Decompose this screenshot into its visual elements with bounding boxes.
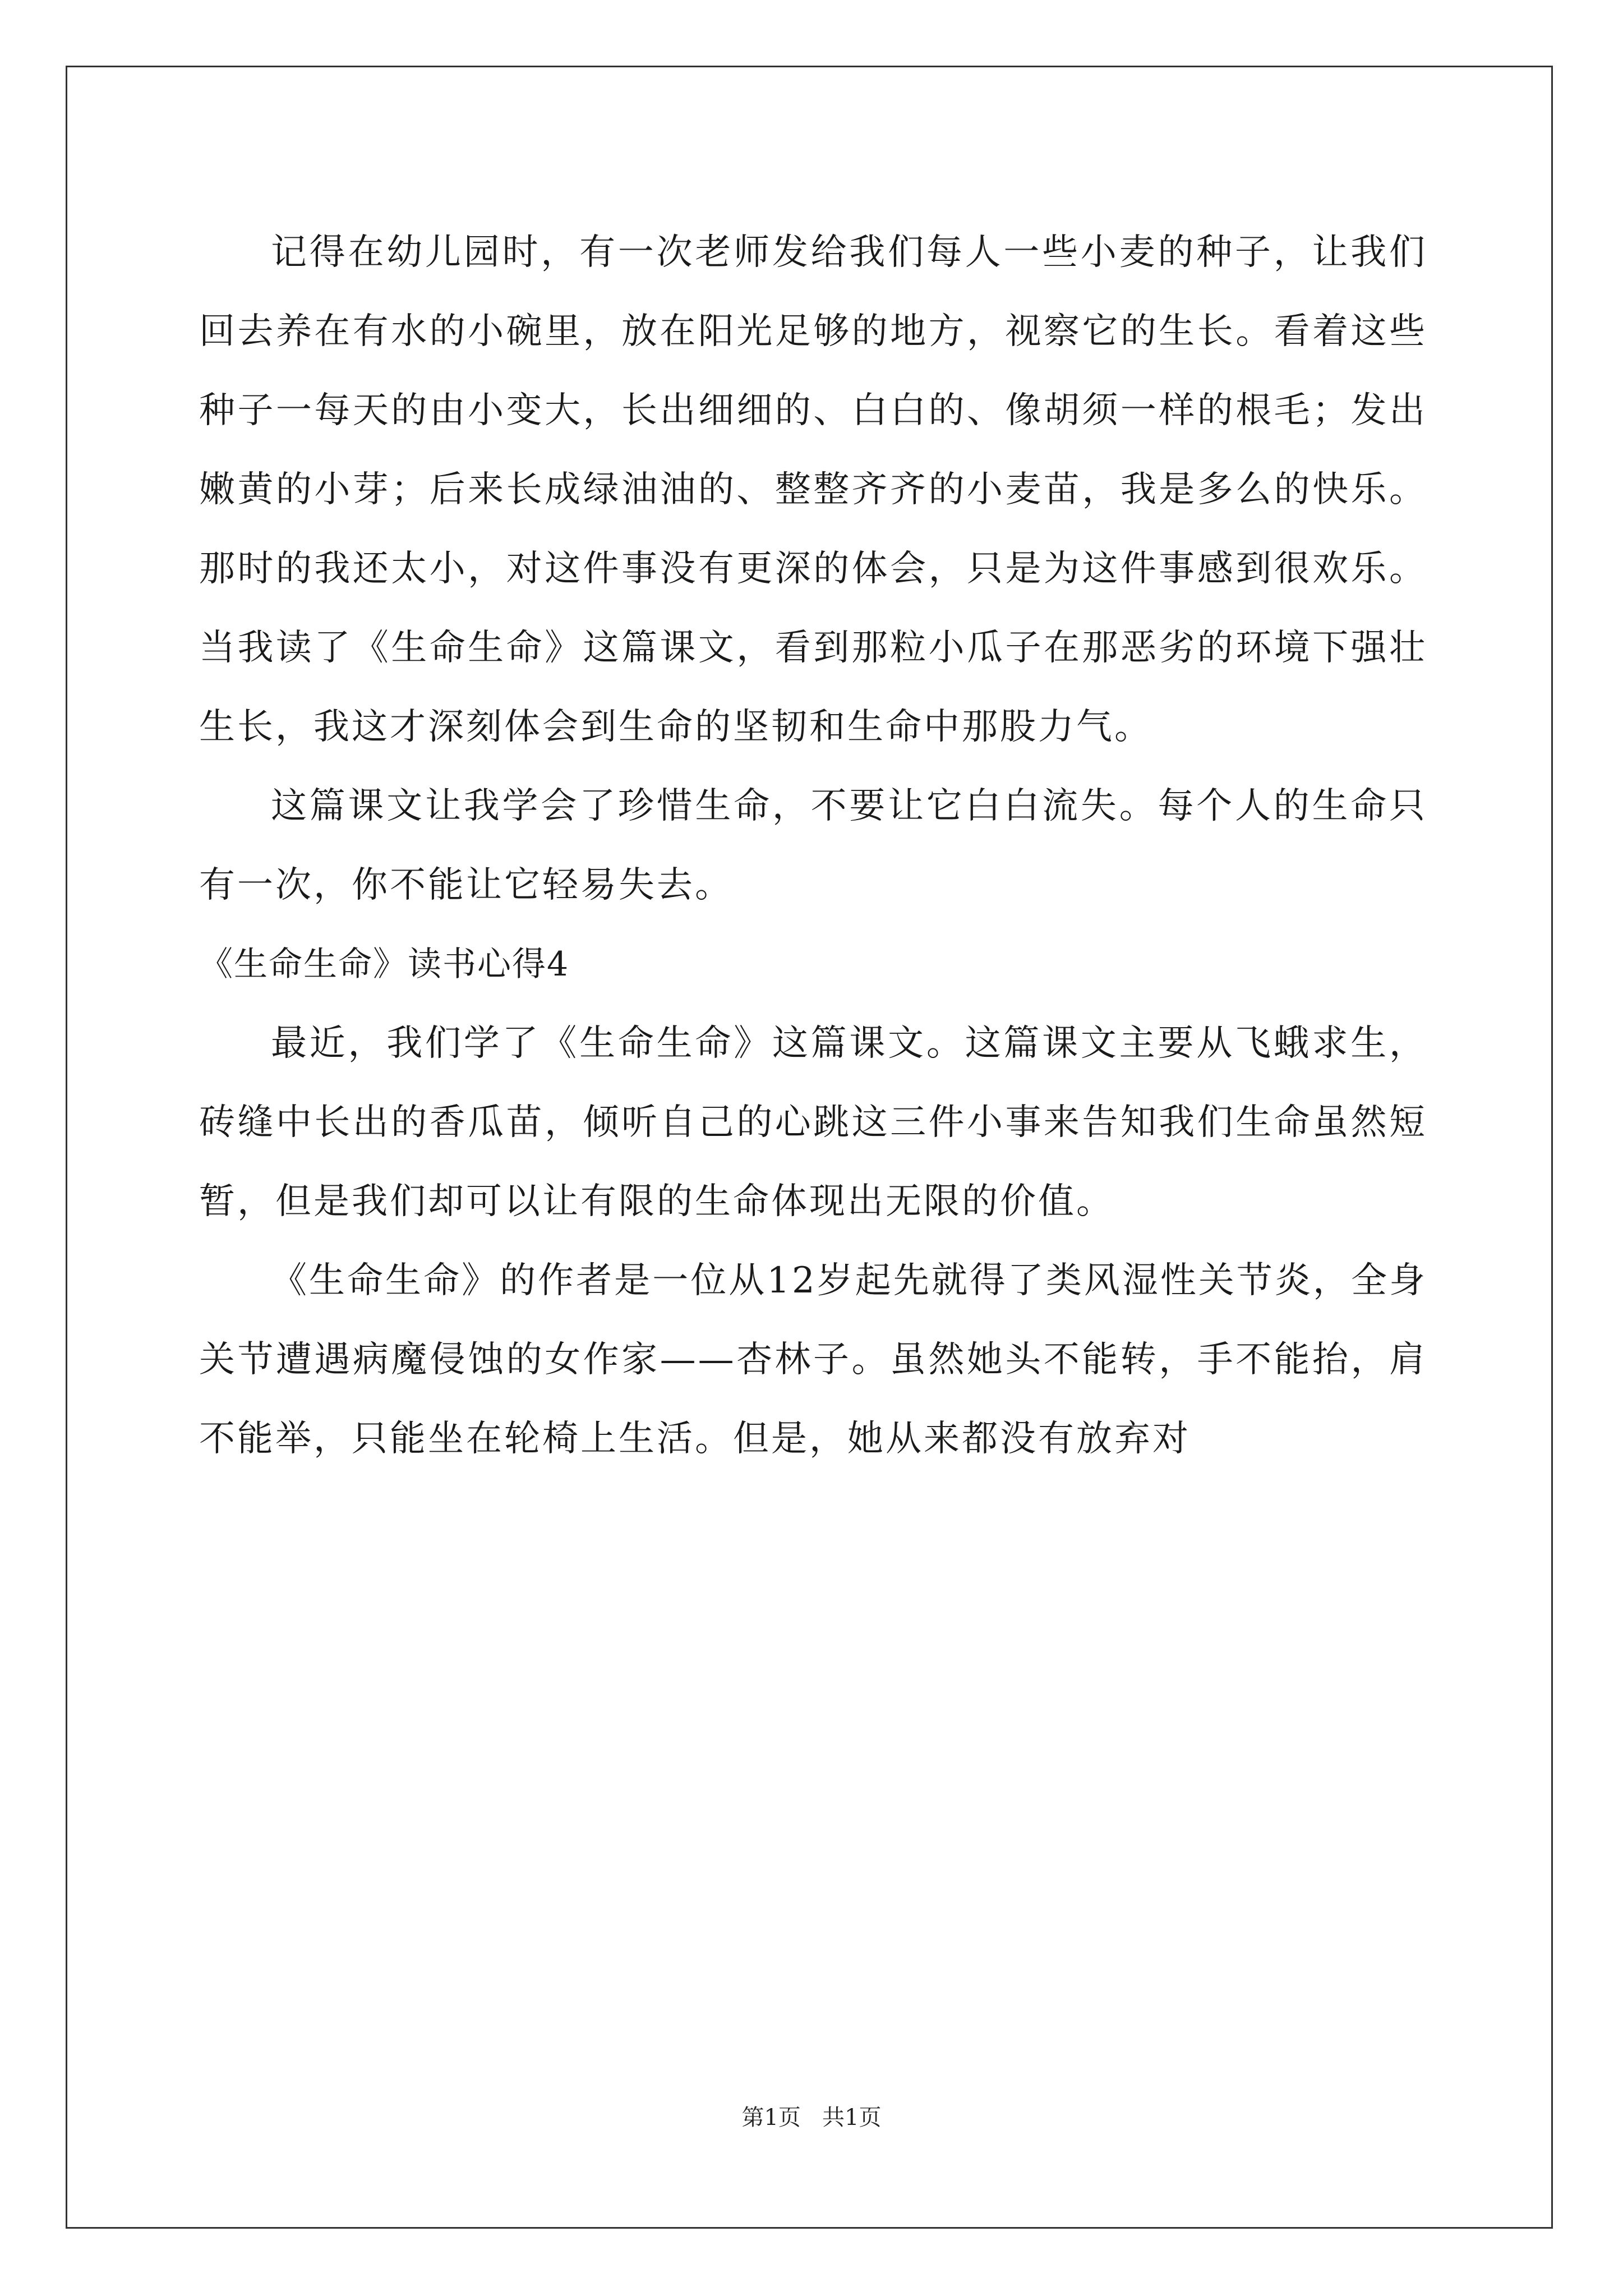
page-number-footer: 第1页 共1页 bbox=[741, 2105, 882, 2131]
body-paragraph: 《生命生命》的作者是一位从12岁起先就得了类风湿性关节炎，全身关节遭遇病魔侵蚀的女作家——杏林子。虽然她头不能转，手不能抬，肩不能举，只能坐在轮椅上生活。但是，她从来都没有放弃对 bbox=[199, 1260, 1427, 1460]
body-paragraph: 这篇课文让我学会了珍惜生命，不要让它白白流失。每个人的生命只有一次，你不能让它轻易失去。 bbox=[199, 785, 1427, 906]
body-paragraph: 记得在幼儿园时，有一次老师发给我们每人一些小麦的种子，让我们回去养在有水的小碗里，放在阳光足够的地方，视察它的生长。看着这些种子一每天的由小变大，长出细细的、白白的、像胡须一样的根毛；发出嫩黄的小芽；后来长成绿油油的、整整齐齐的小麦苗，我是多么的快乐。那时的我还太小，对这件事没有更深的体会，只是为这件事感到很欢乐。当我读了《生命生命》这篇课文，看到那粒小瓜子在那恶劣的环境下强壮生长，我这才深刻体会到生命的坚韧和生命中那股力气。 bbox=[199, 232, 1427, 748]
document-body bbox=[199, 213, 1427, 1479]
body-paragraph: 最近，我们学了《生命生命》这篇课文。这篇课文主要从飞蛾求生，砖缝中长出的香瓜苗，倾听自己的心跳这三件小事来告知我们生命虽然短暂，但是我们却可以让有限的生命体现出无限的价值。 bbox=[199, 1023, 1427, 1222]
section-heading: 《生命生命》读书心得4 bbox=[199, 945, 570, 984]
